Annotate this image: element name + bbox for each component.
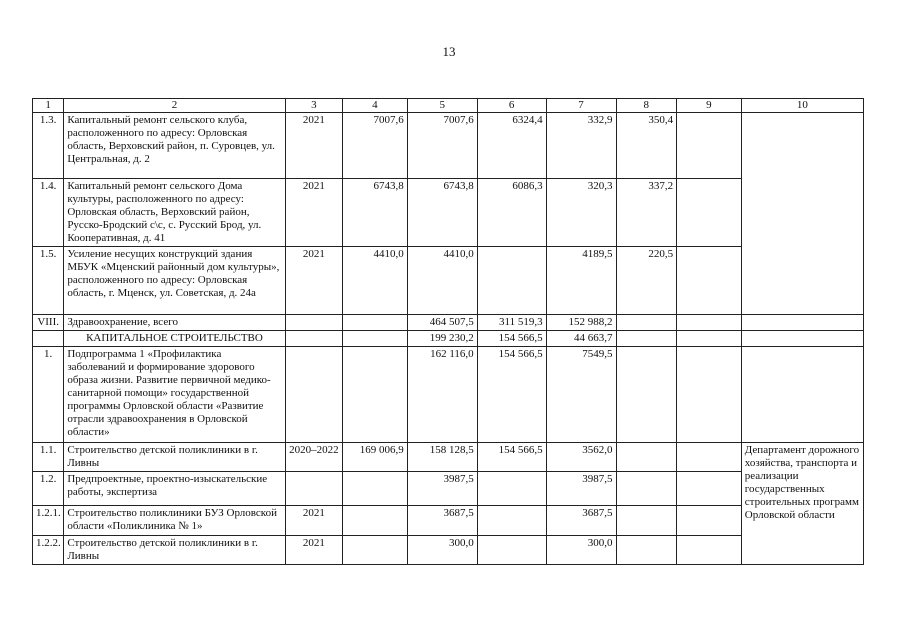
row-value: 311 519,3 [477, 315, 546, 331]
row-value [677, 113, 742, 179]
row-value: 320,3 [546, 179, 616, 247]
column-header: 4 [343, 99, 408, 113]
row-value: 4410,0 [407, 247, 477, 315]
responsible-department: Департамент дорожного хозяйства, транспорта и реализации государственных строительных программ Орловской области [741, 443, 863, 565]
row-value: 464 507,5 [407, 315, 477, 331]
row-title: Подпрограмма 1 «Профилактика заболеваний и формирование здорового образа жизни. Развитие первичной медико-санитарной помощи» государственной программы Орловской области «Развитие отрасли здравоохранения в Орловской области» [64, 347, 285, 443]
responsible-empty [741, 315, 863, 331]
row-value [343, 506, 408, 536]
responsible-empty [741, 331, 863, 347]
row-value: 4410,0 [343, 247, 408, 315]
column-header: 9 [677, 99, 742, 113]
row-value [616, 315, 677, 331]
row-value [477, 536, 546, 565]
table-row [33, 443, 864, 472]
row-number: 1.5. [33, 247, 64, 315]
row-value [477, 472, 546, 506]
row-value: 154 566,5 [477, 443, 546, 472]
row-value [616, 536, 677, 565]
table-row [33, 347, 864, 443]
row-number: 1.4. [33, 179, 64, 247]
row-number: 1.2.1. [33, 506, 64, 536]
row-year: 2021 [285, 506, 342, 536]
row-value [343, 536, 408, 565]
row-title: Капитальный ремонт сельского Дома культуры, расположенного по адресу: Орловская область, Верховский район, Русско-Бродский с\с, с. Русский Брод, ул. Кооперативная, д. 41 [64, 179, 285, 247]
page-number: 13 [442, 44, 456, 59]
row-value [677, 472, 742, 506]
row-title: Здравоохранение, всего [64, 315, 285, 331]
row-value [343, 472, 408, 506]
row-value: 6743,8 [343, 179, 408, 247]
row-value [616, 331, 677, 347]
table-row [33, 506, 864, 536]
row-value [616, 347, 677, 443]
row-value: 44 663,7 [546, 331, 616, 347]
row-title: Предпроектные, проектно-изыскательские работы, экспертиза [64, 472, 285, 506]
row-value [677, 443, 742, 472]
row-value: 6086,3 [477, 179, 546, 247]
row-value [616, 472, 677, 506]
row-number: 1.3. [33, 113, 64, 179]
responsible-empty [741, 113, 863, 315]
row-year: 2021 [285, 113, 342, 179]
column-header: 6 [477, 99, 546, 113]
row-value [677, 179, 742, 247]
row-value: 199 230,2 [407, 331, 477, 347]
column-header: 3 [285, 99, 342, 113]
row-value: 152 988,2 [546, 315, 616, 331]
row-value: 350,4 [616, 113, 677, 179]
responsible-empty [741, 347, 863, 443]
table-row [33, 331, 864, 347]
row-year: 2020–2022 [285, 443, 342, 472]
row-value: 3687,5 [546, 506, 616, 536]
row-value: 6743,8 [407, 179, 477, 247]
table-header-row [33, 99, 864, 113]
row-value: 7007,6 [343, 113, 408, 179]
row-number: 1. [33, 347, 64, 443]
row-value [677, 536, 742, 565]
column-header: 10 [741, 99, 863, 113]
table-row [33, 472, 864, 506]
row-value: 162 116,0 [407, 347, 477, 443]
row-value: 7549,5 [546, 347, 616, 443]
row-value [677, 247, 742, 315]
table-row [33, 315, 864, 331]
row-title: Капитальный ремонт сельского клуба, расположенного по адресу: Орловская область, Верховский район, п. Суровцев, ул. Центральная, д. 2 [64, 113, 285, 179]
row-year [285, 315, 342, 331]
row-title: Строительство детской поликлиники в г. Ливны [64, 443, 285, 472]
row-value: 169 006,9 [343, 443, 408, 472]
row-value [677, 331, 742, 347]
row-value: 300,0 [407, 536, 477, 565]
row-value: 154 566,5 [477, 331, 546, 347]
column-header: 7 [546, 99, 616, 113]
row-title: Строительство детской поликлиники в г. Ливны [64, 536, 285, 565]
row-value: 332,9 [546, 113, 616, 179]
row-number [33, 331, 64, 347]
row-value: 3687,5 [407, 506, 477, 536]
row-value: 6324,4 [477, 113, 546, 179]
row-value [343, 315, 408, 331]
table-row [33, 113, 864, 179]
row-year: 2021 [285, 179, 342, 247]
column-header: 8 [616, 99, 677, 113]
row-value: 220,5 [616, 247, 677, 315]
budget-table [32, 98, 864, 565]
row-number: 1.2.2. [33, 536, 64, 565]
row-value: 4189,5 [546, 247, 616, 315]
row-value [616, 443, 677, 472]
row-value: 154 566,5 [477, 347, 546, 443]
row-year: 2021 [285, 536, 342, 565]
row-value [616, 506, 677, 536]
column-header: 5 [407, 99, 477, 113]
row-value [677, 347, 742, 443]
row-title: Строительство поликлиники БУЗ Орловской области «Поликлиника № 1» [64, 506, 285, 536]
row-year: 2021 [285, 247, 342, 315]
row-year [285, 347, 342, 443]
row-value [677, 506, 742, 536]
row-value: 337,2 [616, 179, 677, 247]
table-row [33, 247, 864, 315]
row-value [477, 506, 546, 536]
row-title: Усиление несущих конструкций здания МБУК «Мценский районный дом культуры», расположенного по адресу: Орловская область, г. Мценск, ул. Советская, д. 24а [64, 247, 285, 315]
row-number: 1.1. [33, 443, 64, 472]
row-value: 3987,5 [546, 472, 616, 506]
row-year [285, 472, 342, 506]
table-row [33, 536, 864, 565]
column-header: 1 [33, 99, 64, 113]
row-number: VIII. [33, 315, 64, 331]
row-number: 1.2. [33, 472, 64, 506]
row-value [477, 247, 546, 315]
row-title: КАПИТАЛЬНОЕ СТРОИТЕЛЬСТВО [64, 331, 285, 347]
table-row [33, 179, 864, 247]
column-header: 2 [64, 99, 285, 113]
row-year [285, 331, 342, 347]
row-value [343, 331, 408, 347]
row-value: 3987,5 [407, 472, 477, 506]
row-value: 158 128,5 [407, 443, 477, 472]
row-value [677, 315, 742, 331]
row-value: 3562,0 [546, 443, 616, 472]
row-value: 300,0 [546, 536, 616, 565]
row-value: 7007,6 [407, 113, 477, 179]
row-value [343, 347, 408, 443]
